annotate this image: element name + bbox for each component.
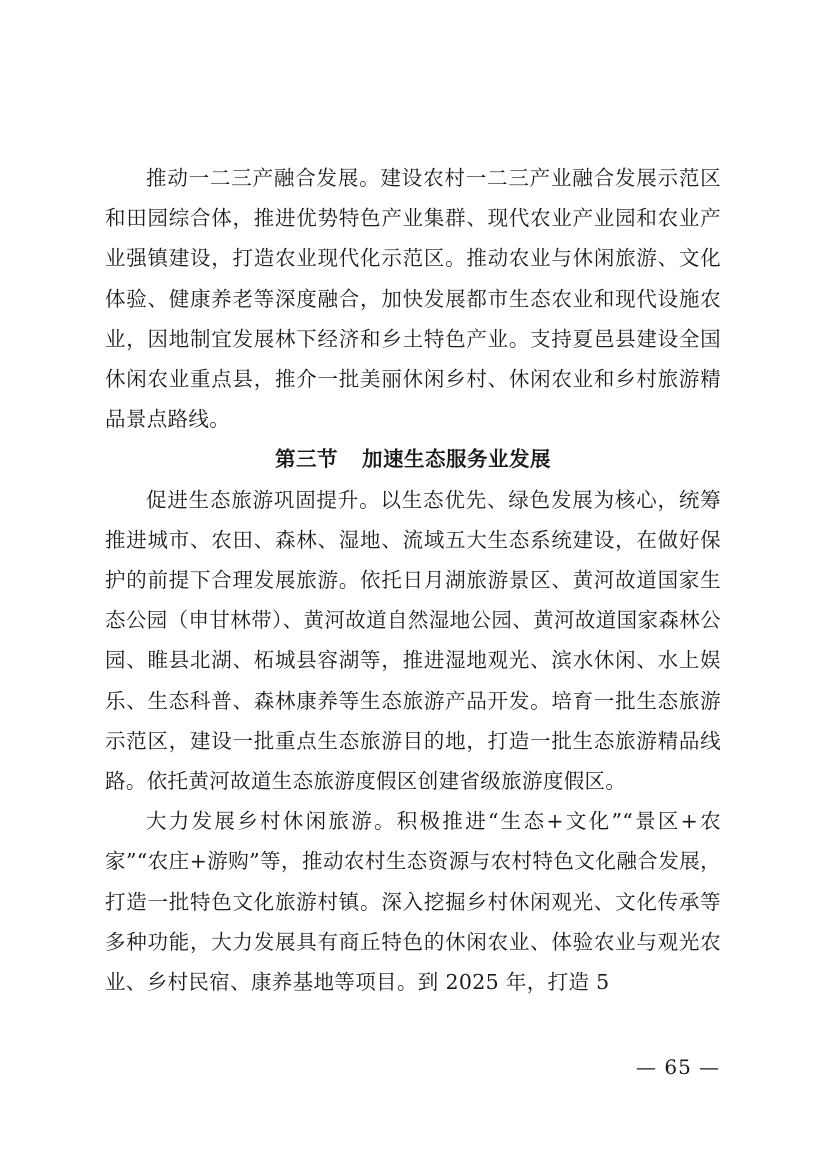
- paragraph-integration: 推动一二三产融合发展。建设农村一二三产业融合发展示范区和田园综合体，推进优势特色产业集群、现代农业产业园和农业产业强镇建设，打造农业现代化示范区。推动农业与休闲旅游、文化体验、健康养老等深度融合，加快发展都市生态农业和现代设施农业，因地制宜发展林下经济和乡土特色产业。支持夏邑县建设全国休闲农业重点县，推介一批美丽休闲乡村、休闲农业和乡村旅游精品景点路线。: [105, 166, 721, 432]
- section-title: 加速生态服务业发展: [362, 447, 551, 472]
- section-heading: [105, 439, 721, 479]
- section-number: 第三节: [275, 447, 338, 472]
- page-number: — 65 —: [636, 1055, 721, 1079]
- body-text: [105, 158, 721, 1002]
- paragraph-rural-tourism: 大力发展乡村休闲旅游。积极推进“生态+文化”“景区+农家”“农庄+游购”等，推动农村生态资源与农村特色文化融合发展，打造一批特色文化旅游村镇。深入挖掘乡村休闲观光、文化传承等多种功能，大力发展具有商丘特色的休闲农业、体验农业与观光农业、乡村民宿、康养基地等项目。到 2025 年，打造 5: [105, 809, 721, 995]
- paragraph-eco-tourism: 促进生态旅游巩固提升。以生态优先、绿色发展为核心，统筹推进城市、农田、森林、湿地、流域五大生态系统建设，在做好保护的前提下合理发展旅游。依托日月湖旅游景区、黄河故道国家生态公园（申甘林带）、黄河故道自然湿地公园、黄河故道国家森林公园、睢县北湖、柘城县容湖等，推进湿地观光、滨水休闲、水上娱乐、生态科普、森林康养等生态旅游产品开发。培育一批生态旅游示范区，建设一批重点生态旅游目的地，打造一批生态旅游精品线路。依托黄河故道生态旅游度假区创建省级旅游度假区。: [105, 487, 721, 794]
